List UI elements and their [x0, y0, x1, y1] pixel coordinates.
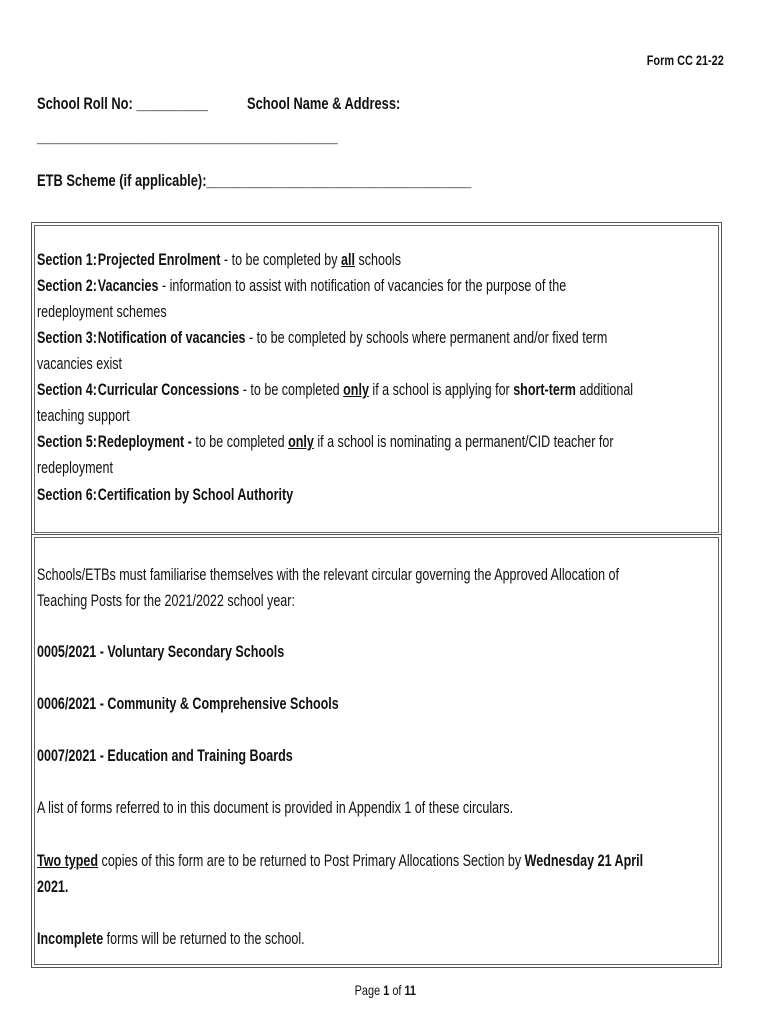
section-5: Section 5:Redeployment - to be completed only if a school is nominating a permanent/CID teacher for: [37, 433, 614, 451]
circular-voluntary-secondary: 0005/2021 - Voluntary Secondary Schools: [37, 643, 285, 661]
section-title: Curricular Concessions: [97, 381, 240, 399]
section-number: Section 2:: [37, 277, 97, 295]
section-number: Section 4:: [37, 381, 97, 399]
section-2: Section 2:Vacancies - information to assist with notification of vacancies for the purpose of the: [37, 277, 567, 295]
section-3-continued: vacancies exist: [37, 355, 123, 373]
page-number: Page 1 of 11: [354, 982, 416, 998]
school-roll-no-label: School Roll No: __________: [37, 95, 208, 113]
section-3: Section 3:Notification of vacancies - to be completed by schools where permanent and/or fixed term: [37, 329, 608, 347]
section-title: Certification by School Authority: [97, 486, 294, 504]
appendix-note: A list of forms referred to in this document is provided in Appendix 1 of these circulars.: [37, 799, 514, 817]
address-blank-line: __________________________________________: [37, 128, 338, 146]
section-number: Section 3:: [37, 329, 97, 347]
section-title: Redeployment -: [97, 433, 192, 451]
circular-etb: 0007/2021 - Education and Training Boards: [37, 747, 293, 765]
section-number: Section 1:: [37, 251, 97, 269]
form-code: Form CC 21-22: [646, 52, 724, 68]
incomplete-forms-note: Incomplete forms will be returned to the school.: [37, 930, 305, 948]
return-instructions: Two typed copies of this form are to be returned to Post Primary Allocations Section by Wednesday 21 April: [37, 852, 644, 870]
intro-text: Schools/ETBs must familiarise themselves with the relevant circular governing the Approved Allocation of: [37, 566, 620, 584]
section-title: Vacancies: [97, 277, 159, 295]
return-instructions-continued: 2021.: [37, 878, 69, 896]
intro-text-continued: Teaching Posts for the 2021/2022 school year:: [37, 592, 295, 610]
section-4-continued: teaching support: [37, 407, 130, 425]
section-number: Section 5:: [37, 433, 97, 451]
section-2-continued: redeployment schemes: [37, 303, 167, 321]
section-6: [37, 486, 374, 505]
section-1: Section 1:Projected Enrolment - to be completed by all schools: [37, 251, 401, 269]
section-title: Projected Enrolment: [97, 251, 221, 269]
section-number: Section 6:: [37, 486, 97, 504]
section-4: Section 4:Curricular Concessions - to be completed only if a school is applying for short-term additional: [37, 381, 634, 399]
circular-community-comprehensive: 0006/2021 - Community & Comprehensive Schools: [37, 695, 339, 713]
section-5-continued: redeployment: [37, 459, 113, 477]
etb-scheme-label: ETB Scheme (if applicable):_____________________________________: [37, 172, 472, 190]
school-name-address-label: School Name & Address:: [247, 95, 401, 113]
section-title: Notification of vacancies: [97, 329, 246, 347]
